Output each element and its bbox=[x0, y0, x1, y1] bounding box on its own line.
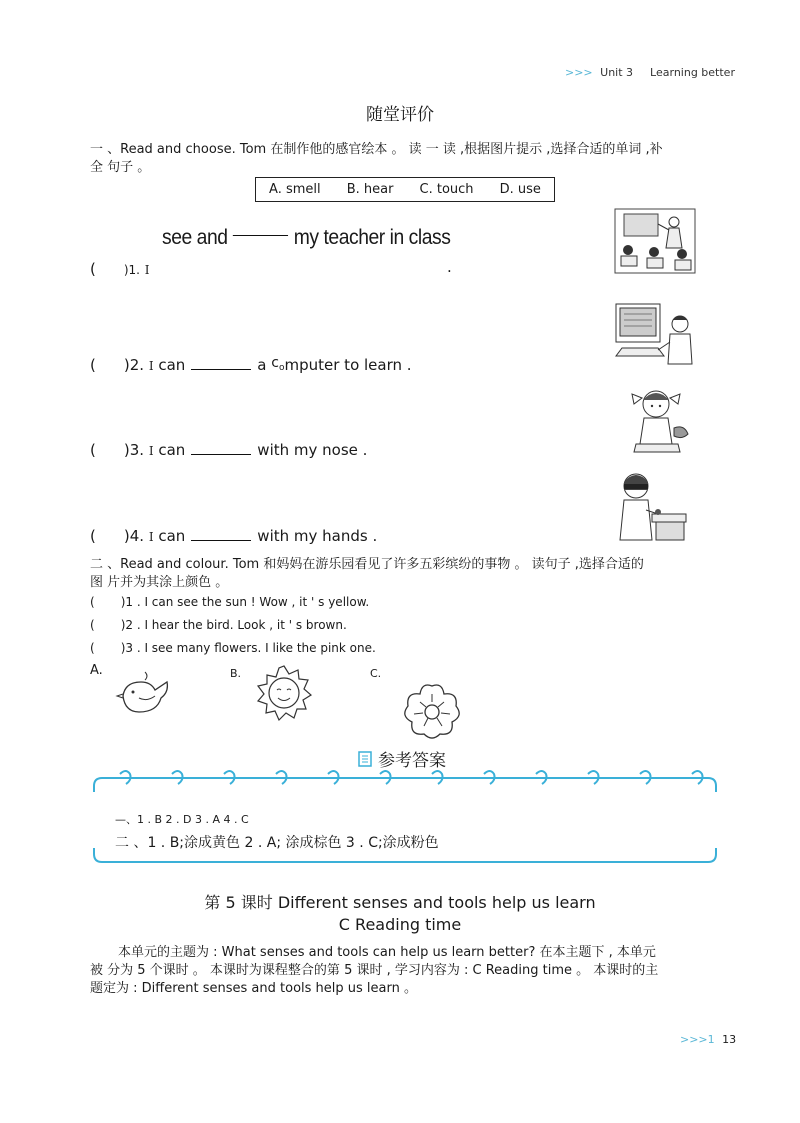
flower-picture bbox=[400, 680, 464, 742]
answers-title-text: 参考答案 bbox=[378, 751, 446, 771]
label-b: B. bbox=[230, 667, 242, 680]
girl-smelling-picture bbox=[622, 384, 694, 456]
lesson-heading-line1: 第 5 课时 Different senses and tools help us learn bbox=[204, 893, 596, 912]
word-options-box bbox=[255, 177, 555, 202]
section2-item-2: ( )2 . I hear the bird. Look , it ' s brown. bbox=[90, 618, 347, 632]
blank-4 bbox=[191, 540, 251, 541]
question-3: ( )3. I can with my nose . bbox=[90, 441, 368, 459]
header-title: Learning better bbox=[650, 66, 735, 79]
lesson-intro bbox=[90, 944, 720, 998]
example-sentence bbox=[162, 226, 450, 250]
question-1: ( )1. I bbox=[90, 260, 150, 278]
answers-line-2: 二 、1 . B;涂成黄色 2 . A; 涂成棕色 3 . C;涂成粉色 bbox=[115, 835, 439, 851]
label-c: C. bbox=[370, 667, 382, 680]
intro-line2: 被 分为 5 个课时 。 本课时为课程整合的第 5 课时 , 学习内容为 : C Reading time 。 本课时的主 bbox=[90, 963, 659, 978]
example-before: see and bbox=[162, 226, 228, 249]
footer-arrows: >>>1 bbox=[680, 1033, 715, 1046]
section1-instruction-line2: 全 句子 。 bbox=[90, 160, 151, 175]
document-icon bbox=[358, 751, 372, 767]
running-header bbox=[565, 66, 735, 79]
computer-picture bbox=[612, 302, 696, 366]
section2-item-1: ( )1 . I can see the sun ! Wow , it ' s yellow. bbox=[90, 595, 370, 609]
header-unit: Unit 3 bbox=[600, 66, 634, 79]
intro-line1: 本单元的主题为 : What senses and tools can help us learn better? 在本主题下 , 本单元 bbox=[118, 945, 656, 960]
page-number: 13 bbox=[722, 1033, 737, 1046]
section1-instruction-line1: 一 、Read and choose. Tom 在制作他的感官绘本 。 读 一 读 ,根据图片提示 ,选择合适的单词 ,补 bbox=[90, 142, 663, 157]
bird-picture bbox=[115, 668, 179, 718]
label-a: A. bbox=[90, 663, 103, 678]
option-d: D. use bbox=[499, 182, 541, 197]
section2-item-3: ( )3 . I see many flowers. I like the pink one. bbox=[90, 641, 376, 655]
section2-instruction-line1: 二 、Read and colour. Tom 和妈妈在游乐园看见了许多五彩缤纷的事物 。 读句子 ,选择合适的 bbox=[90, 557, 644, 572]
option-a: A. smell bbox=[269, 182, 321, 197]
option-b: B. hear bbox=[346, 182, 394, 197]
blindfold-girl-picture bbox=[612, 468, 688, 542]
example-after: my teacher in class bbox=[293, 226, 451, 249]
blank-2 bbox=[191, 369, 251, 370]
section2-instruction bbox=[90, 556, 720, 592]
section2-instruction-line2: 图 片并为其涂上颜色 。 bbox=[90, 575, 229, 590]
classroom-picture bbox=[614, 208, 696, 274]
question-1-period: . bbox=[447, 258, 452, 276]
answers-title bbox=[358, 746, 446, 771]
question-4: ( )4. I can with my hands . bbox=[90, 527, 378, 545]
page-title: 随堂评价 bbox=[366, 105, 434, 125]
sun-picture bbox=[253, 662, 315, 724]
question-2: ( )2. I can a computer to learn . bbox=[90, 355, 412, 374]
section1-instruction bbox=[90, 141, 720, 177]
answers-line-1: —、1 . B 2 . D 3 . A 4 . C bbox=[115, 813, 249, 826]
page-footer bbox=[680, 1033, 736, 1046]
header-arrows: >>> bbox=[565, 66, 593, 79]
lesson-heading-line2: C Reading time bbox=[338, 915, 462, 934]
blank-3 bbox=[191, 454, 251, 455]
example-blank bbox=[233, 235, 288, 236]
lesson-heading bbox=[0, 892, 800, 936]
option-c: C. touch bbox=[419, 182, 474, 197]
intro-line3: 题定为 : Different senses and tools help us learn 。 bbox=[90, 981, 417, 996]
